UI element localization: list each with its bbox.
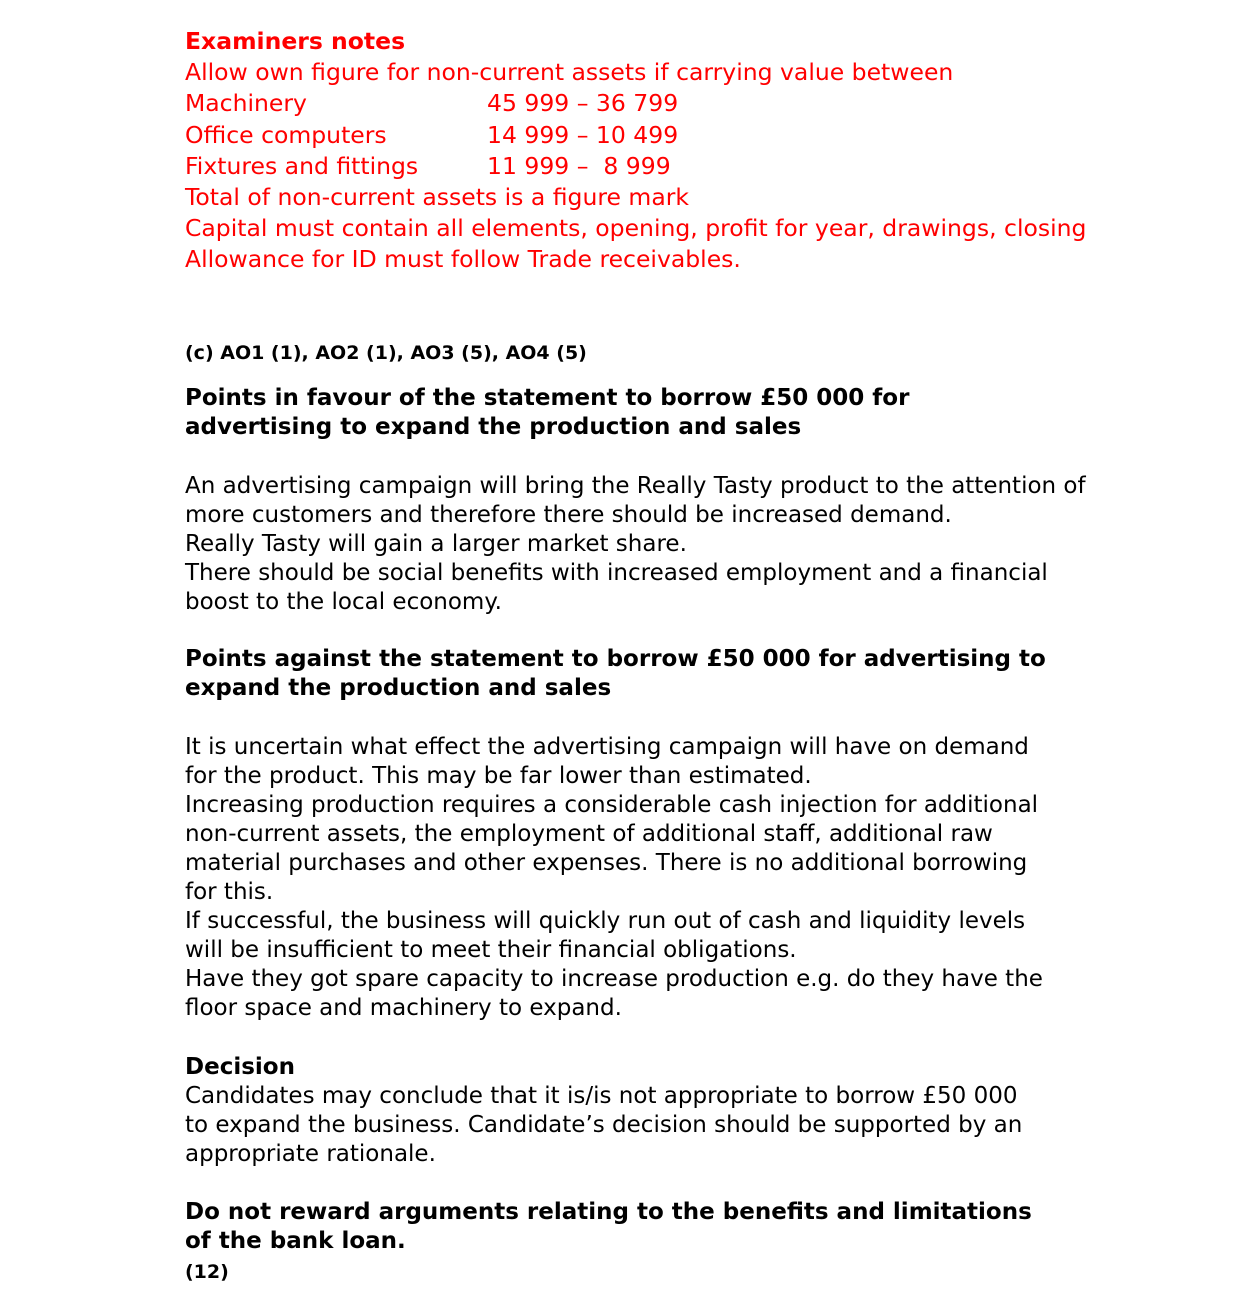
range-label: Fixtures and fittings — [185, 151, 419, 180]
examiners-note: Total of non-current assets is a figure mark — [185, 183, 689, 212]
text-line: non-current assets, the employment of additional staff, additional raw — [185, 821, 993, 847]
range-value: 45 999 – 36 799 — [487, 89, 679, 118]
range-row-machinery — [185, 88, 1086, 119]
examiners-note: Allowance for ID must follow Trade receivables. — [185, 245, 741, 274]
against-points — [185, 733, 1043, 1023]
text-line: There should be social benefits with increased employment and a financial — [185, 560, 1048, 586]
against-heading — [185, 645, 1046, 703]
favour-points — [185, 472, 1086, 617]
range-label: Machinery — [185, 89, 307, 118]
favour-heading — [185, 384, 909, 442]
heading-line: advertising to expand the production and sales — [185, 414, 802, 440]
text-line: Increasing production requires a considerable cash injection for additional — [185, 792, 1039, 818]
text-line: It is uncertain what effect the advertising campaign will have on demand — [185, 734, 1029, 760]
range-value: 11 999 – 8 999 — [487, 151, 671, 180]
part-c-marks-label: (c) AO1 (1), AO2 (1), AO3 (5), AO4 (5) — [185, 342, 587, 364]
heading-line: Decision — [185, 1054, 295, 1080]
text-line: to expand the business. Candidate’s decision should be supported by an — [185, 1112, 1023, 1138]
range-row-office-computers — [185, 120, 1086, 151]
examiners-notes-intro: Allow own figure for non-current assets if carrying value between — [185, 58, 954, 87]
heading-line: Points against the statement to borrow £50 000 for advertising to — [185, 646, 1046, 672]
range-row-fixtures — [185, 151, 1086, 182]
text-line: Really Tasty will gain a larger market share. — [185, 531, 687, 557]
text-line: Candidates may conclude that it is/is not appropriate to borrow £50 000 — [185, 1083, 1018, 1109]
no-reward-note — [185, 1198, 1032, 1256]
text-line: boost to the local economy. — [185, 589, 502, 615]
range-label: Office computers — [185, 120, 387, 149]
text-line: appropriate rationale. — [185, 1141, 436, 1167]
heading-line: of the bank loan. — [185, 1228, 406, 1254]
decision-text — [185, 1082, 1022, 1169]
range-value: 14 999 – 10 499 — [487, 120, 679, 149]
text-line: for this. — [185, 879, 274, 905]
heading-line: Do not reward arguments relating to the benefits and limitations — [185, 1199, 1032, 1225]
text-line: Have they got spare capacity to increase production e.g. do they have the — [185, 966, 1043, 992]
examiners-notes — [185, 26, 1086, 276]
examiners-note: Capital must contain all elements, opening, profit for year, drawings, closing — [185, 214, 1087, 243]
decision-heading — [185, 1053, 295, 1082]
text-line: more customers and therefore there should be increased demand. — [185, 502, 952, 528]
text-line: An advertising campaign will bring the Really Tasty product to the attention of — [185, 473, 1086, 499]
text-line: If successful, the business will quickly run out of cash and liquidity levels — [185, 908, 1026, 934]
heading-line: expand the production and sales — [185, 675, 612, 701]
text-line: will be insufficient to meet their financial obligations. — [185, 937, 797, 963]
examiners-notes-title: Examiners notes — [185, 27, 406, 55]
text-line: floor space and machinery to expand. — [185, 995, 622, 1021]
text-line: material purchases and other expenses. There is no additional borrowing — [185, 850, 1028, 876]
heading-line: Points in favour of the statement to borrow £50 000 for — [185, 385, 910, 411]
text-line: for the product. This may be far lower than estimated. — [185, 763, 812, 789]
total-marks: (12) — [185, 1261, 229, 1283]
